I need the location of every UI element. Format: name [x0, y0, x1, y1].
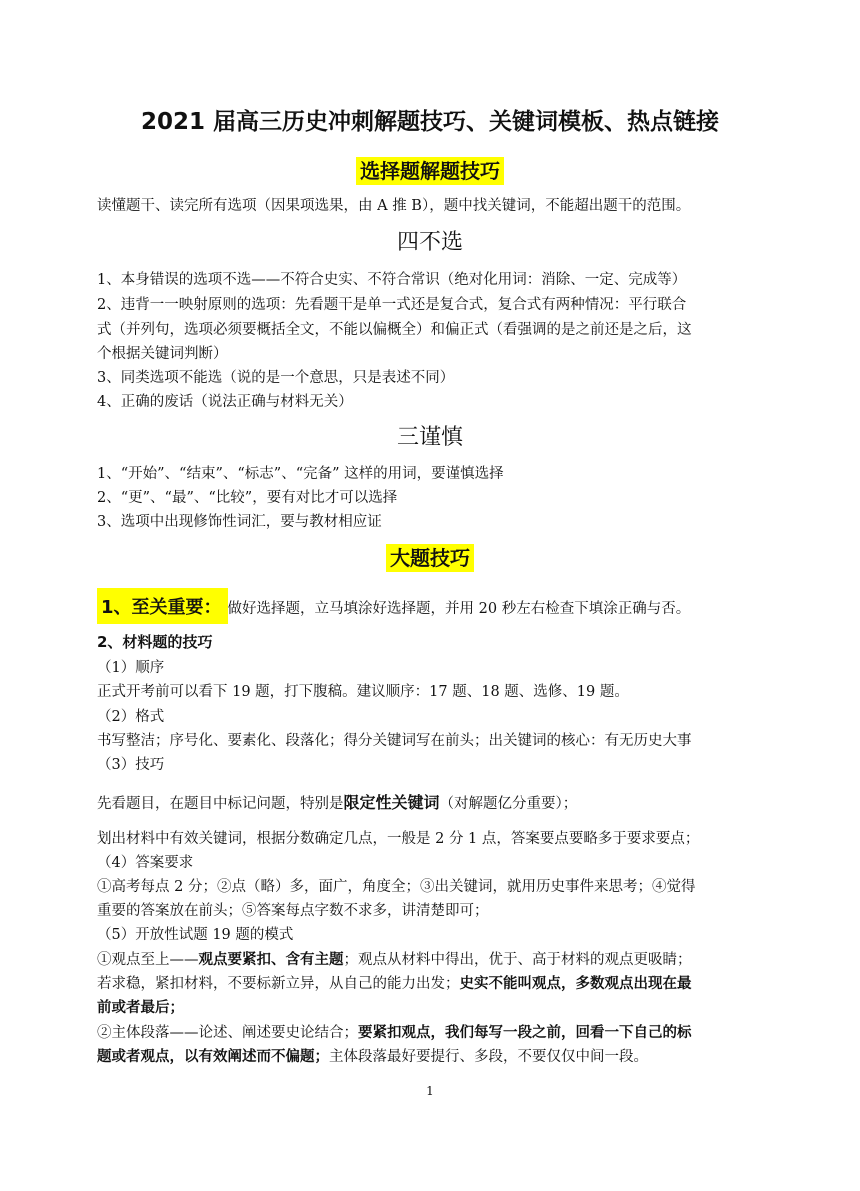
open-label: （5）开放性试题 19 题的模式 — [97, 927, 294, 943]
answer-label: （4）答案要求 — [97, 855, 194, 871]
open-line-1 — [97, 950, 692, 970]
open-line-1-start: ①观点至上—— — [97, 952, 199, 968]
four-not-heading: 四不选 — [396, 230, 463, 255]
p1-highlight-label: 1、至关重要： — [97, 588, 228, 624]
answer-line-2: 重要的答案放在前头；⑤答案每点字数不求多，讲清楚即可； — [97, 903, 489, 919]
open-line-3: 前或者最后； — [97, 1000, 184, 1016]
open-line-4-bold: 要紧扣观点，我们每写一段之前，回看一下自己的标 — [358, 1025, 692, 1041]
open-line-4-start: ②主体段落——论述、阐述要史论结合； — [97, 1025, 358, 1041]
four-not-item: 3、同类选项不能选（说的是一个意思，只是表述不同） — [97, 370, 455, 386]
p2-heading: 2、材料题的技巧 — [97, 633, 213, 651]
open-line-5-bold: 题或者观点，以有效阐述而不偏题； — [97, 1049, 329, 1065]
open-line-4 — [97, 1023, 692, 1043]
document-title: 2021 届高三历史冲刺解题技巧、关键词模板、热点链接 — [140, 109, 720, 135]
limiting-keyword-emphasis: 限定性关键词 — [343, 793, 440, 812]
skill-line-1-end: （对解题亿分重要）； — [439, 796, 578, 812]
open-line-2-bold: 史实不能叫观点，多数观点出现在最 — [459, 976, 692, 992]
order-text: 正式开考前可以看下 19 题，打下腹稿。建议顺序：17 题、18 题、选修、19 题。 — [97, 684, 629, 700]
three-careful-item: 2、“更”、“最”、“比较”，要有对比才可以选择 — [97, 490, 398, 506]
open-line-2-start: 若求稳，紧扣材料，不要标新立异，从自己的能力出发； — [97, 976, 460, 992]
choice-heading-text: 选择题解题技巧 — [356, 157, 504, 185]
big-question-heading — [0, 540, 860, 576]
open-line-1-end: ；观点从材料中得出，优于、高于材料的观点更吸睛； — [343, 952, 692, 968]
three-careful-heading: 三谨慎 — [396, 425, 463, 450]
answer-line-1: ①高考每点 2 分；②点（略）多，面广，角度全；③出关键词，就用历史事件来思考；④觉得 — [97, 879, 696, 895]
open-line-5 — [97, 1047, 648, 1067]
skill-line-2: 划出材料中有效关键词，根据分数确定几点，一般是 2 分 1 点，答案要点要略多于要求要点； — [97, 831, 700, 847]
p1-text: 做好选择题，立马填涂好选择题，并用 20 秒左右检查下填涂正确与否。 — [227, 601, 691, 617]
p1-paragraph — [97, 598, 690, 619]
three-careful-item: 3、选项中出现修饰性词汇，要与教材相应证 — [97, 514, 382, 530]
four-not-item: 式（并列句，选项必须要概括全文，不能以偏概全）和偏正式（看强调的是之前还是之后，这 — [97, 322, 692, 338]
format-text: 书写整洁；序号化、要素化、段落化；得分关键词写在前头；出关键词的核心：有无历史大事 — [97, 733, 692, 749]
four-not-item: 1、本身错误的选项不选——不符合史实、不符合常识（绝对化用词：消除、一定、完成等） — [97, 272, 687, 288]
skill-label: （3）技巧 — [97, 757, 165, 773]
skill-line-1-start: 先看题目，在题目中标记问题，特别是 — [97, 796, 344, 812]
four-not-item: 4、正确的废话（说法正确与材料无关） — [97, 394, 353, 410]
format-label: （2）格式 — [97, 709, 165, 725]
choice-heading — [0, 153, 860, 189]
big-question-heading-text: 大题技巧 — [386, 544, 474, 572]
open-line-5-end: 主体段落最好要提行、多段，不要仅仅中间一段。 — [329, 1049, 648, 1065]
intro-paragraph: 读懂题干、读完所有选项（因果项选果，由 A 推 B），题中找关键词，不能超出题干的范围。 — [97, 198, 691, 214]
order-label: （1）顺序 — [97, 660, 165, 676]
page-number: 1 — [426, 1084, 434, 1098]
four-not-item: 个根据关键词判断） — [97, 346, 228, 362]
three-careful-item: 1、“开始”、“结束”、“标志”、“完备” 这样的用词，要谨慎选择 — [97, 466, 504, 482]
open-line-1-bold: 观点要紧扣、含有主题 — [198, 952, 344, 968]
skill-line-1 — [97, 793, 577, 814]
open-line-2 — [97, 974, 692, 994]
four-not-item: 2、违背一一映射原则的选项：先看题干是单一式还是复合式，复合式有两种情况：平行联合 — [97, 297, 687, 313]
